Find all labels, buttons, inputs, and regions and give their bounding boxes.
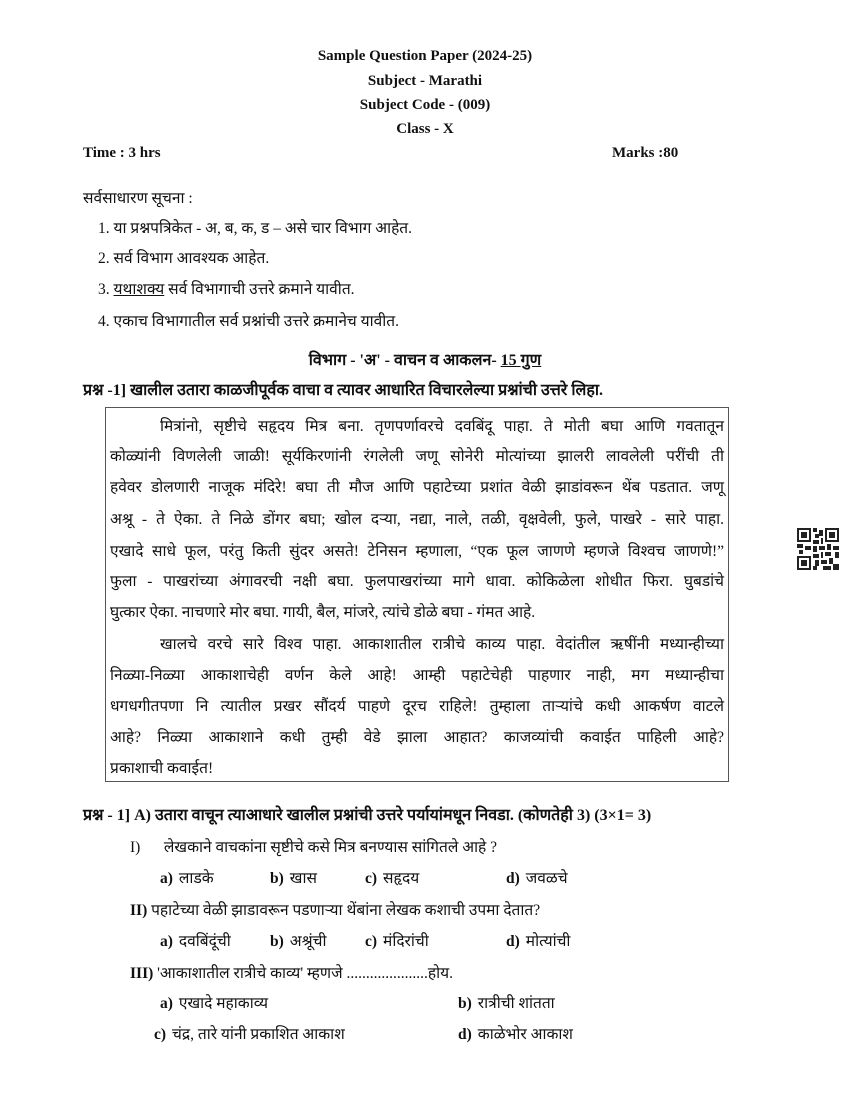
instruction-num: 4.: [98, 313, 110, 330]
instruction-item: [98, 216, 412, 238]
passage-line: निळ्या-निळ्या आकाशाचेही वर्णन केले आहे! आम्ही पहाटेचेही पाहणार नाही, मग मध्यान्हीचा: [110, 667, 724, 684]
option-key: d): [506, 933, 520, 950]
qr-code-icon: [797, 527, 839, 571]
passage-line: हवेवर डोलणारी नाजूक मंदिरे! बघा ती मौज आणि पहाटेच्या प्रशांत वेळी झाडांवरून थेंब पडतात. जणू: [110, 479, 724, 496]
option-key: b): [458, 995, 472, 1012]
paper-title: Sample Question Paper (2024-25): [317, 48, 533, 64]
option-text: काळेभोर आकाश: [477, 1026, 573, 1043]
question-1-prompt: प्रश्न -1] खालील उतारा काळजीपूर्वक वाचा व त्यावर आधारित विचारलेल्या प्रश्नांची उत्तरे लिहा.: [83, 382, 603, 399]
option-b[interactable]: [270, 866, 317, 888]
option-text: दवबिंदूंची: [178, 933, 231, 950]
question-1a-prompt: प्रश्न - 1] A) उतारा वाचून त्याआधारे खालील प्रश्नांची उत्तरे पर्यायांमधून निवडा. (कोणतेही 3) (3×1= 3): [83, 807, 652, 824]
instruction-item: [98, 246, 269, 268]
sub-question: [130, 898, 540, 920]
section-marks: 15 गुण: [500, 352, 542, 369]
passage-line: मित्रांनो, सृष्टीचे सहृदय मित्र बना. तृणपर्णावरचे दवबिंदू पाहा. ते मोती बघा आणि गवतातून: [160, 418, 724, 435]
option-text: मोत्यांची: [525, 933, 571, 950]
passage-line: फुला - पाखरांच्या अंगावरची नक्षी बघा. फुलपाखरांच्या मागे धावा. कोकिळेला शोधीत फिरा. घुबडांचे: [110, 573, 724, 590]
option-d[interactable]: [506, 866, 568, 888]
option-key: b): [270, 870, 284, 887]
marks: Marks :80: [612, 145, 679, 161]
instruction-text: सर्व विभागाची उत्तरे क्रमाने यावीत.: [164, 281, 355, 298]
option-text: रात्रीची शांतता: [477, 995, 555, 1012]
sub-question-text: लेखकाने वाचकांना सृष्टीचे कसे मित्र बनण्यास सांगितले आहे ?: [163, 839, 498, 856]
sub-question: [130, 961, 453, 983]
subject-code: Subject Code - (009): [359, 97, 491, 113]
option-text: मंदिरांची: [383, 933, 429, 950]
option-d[interactable]: [458, 1022, 573, 1044]
passage-line: खालचे वरचे सारे विश्व पाहा. आकाशातील रात्रीचे काव्य पाहा. वेदांतील ऋषींनी मध्यान्हीच्या: [160, 636, 724, 653]
sub-question-num: III): [130, 965, 154, 982]
passage-line: एखादे साधे फूल, परंतु किती सुंदर असते! टेनिसन म्हणाला, “एक फूल जाणणे म्हणजे विश्वच जाणणे!”: [110, 543, 724, 560]
passage-line: अश्रू - ते ऐका. ते निळे डोंगर बघा; खोल दऱ्या, नद्या, नाले, तळी, वृक्षवेली, फुले, पाखरे - सारे पाहा.: [110, 511, 724, 528]
option-key: a): [160, 933, 173, 950]
passage-line: प्रकाशाची कवाईत!: [110, 760, 214, 777]
section-title: विभाग - 'अ' - वाचन व आकलन-: [308, 352, 501, 369]
instruction-item: [98, 277, 355, 299]
instruction-num: 3.: [98, 281, 110, 298]
instruction-underlined: यथाशक्य: [113, 281, 165, 298]
option-key: c): [365, 870, 378, 887]
passage-line: धगधगीतपणा नि त्यातील प्रखर सौंदर्य पाहणे दूरच राहिले! तुम्हाला ताऱ्यांचे कधी आकर्षण वाटले: [110, 698, 724, 715]
option-a[interactable]: [160, 929, 231, 951]
passage-line: आहे? निळ्या आकाशाने कधी तुम्ही वेडे झाला आहात? काजव्यांची कवाईत पाहिली आहे?: [110, 729, 724, 746]
option-d[interactable]: [506, 929, 570, 951]
sub-question-text: 'आकाशातील रात्रीचे काव्य' म्हणजे .....................होय.: [157, 965, 453, 982]
option-text: अश्रूंची: [289, 933, 327, 950]
instruction-num: 1.: [98, 220, 110, 237]
sub-question-num: I): [130, 839, 141, 856]
option-text: लाडके: [178, 870, 214, 887]
option-key: c): [154, 1026, 167, 1043]
section-heading: [0, 348, 850, 370]
option-b[interactable]: [270, 929, 326, 951]
instruction-num: 2.: [98, 250, 110, 267]
sub-question-num: II): [130, 902, 148, 919]
sub-question: [130, 835, 497, 857]
option-key: c): [365, 933, 378, 950]
instruction-item: [98, 309, 399, 331]
instruction-text: या प्रश्नपत्रिकेत - अ, ब, क, ड – असे चार विभाग आहेत.: [113, 220, 413, 237]
option-key: b): [270, 933, 284, 950]
subject: Subject - Marathi: [367, 73, 483, 89]
option-text: खास: [289, 870, 317, 887]
passage-line: घुत्कार ऐका. नाचणारे मोर बघा. गायी, बैल, मांजरे, त्यांचे डोळे बघा - गंमत आहे.: [110, 604, 536, 621]
option-key: a): [160, 995, 173, 1012]
option-a[interactable]: [160, 866, 214, 888]
option-text: सहृदय: [383, 870, 420, 887]
option-key: d): [506, 870, 520, 887]
instructions-heading: सर्वसाधारण सूचना :: [83, 190, 193, 207]
option-c[interactable]: [365, 929, 429, 951]
option-c[interactable]: [365, 866, 419, 888]
option-key: d): [458, 1026, 472, 1043]
sub-question-text: पहाटेच्या वेळी झाडावरून पडणाऱ्या थेंबांना लेखक कशाची उपमा देतात?: [151, 902, 541, 919]
passage-line: कोळ्यांनी विणलेली जाळी! सूर्यकिरणांनी रंगलेली जणू सोनेरी मोत्यांच्या झालरी लावलेली परींची ती: [110, 448, 724, 465]
option-text: एखादे महाकाव्य: [178, 995, 269, 1012]
option-c[interactable]: [154, 1022, 345, 1044]
instruction-text: सर्व विभाग आवश्यक आहेत.: [113, 250, 270, 267]
option-key: a): [160, 870, 173, 887]
option-a[interactable]: [160, 991, 268, 1013]
class: Class - X: [396, 121, 454, 137]
option-text: चंद्र, तारे यांनी प्रकाशित आकाश: [172, 1026, 345, 1043]
option-text: जवळचे: [525, 870, 568, 887]
instruction-text: एकाच विभागातील सर्व प्रश्नांची उत्तरे क्रमानेच यावीत.: [113, 313, 399, 330]
time: Time : 3 hrs: [83, 145, 161, 161]
option-b[interactable]: [458, 991, 555, 1013]
